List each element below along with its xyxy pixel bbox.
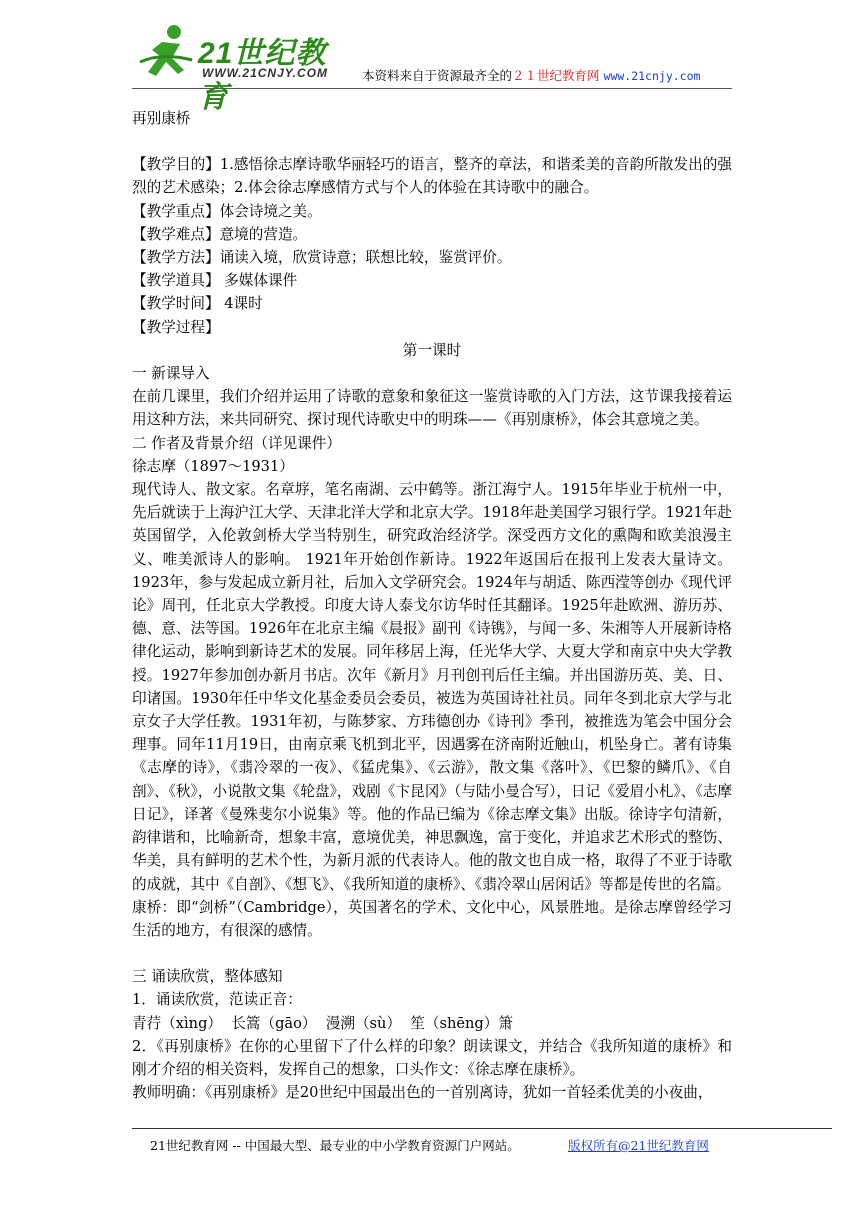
body-heading-reading: 三 诵读欣赏，整体感知 bbox=[132, 968, 283, 986]
source-prefix: 本资料来自于资源最齐全的 bbox=[362, 68, 513, 83]
footer-text: 21世纪教育网 -- 中国最大型、最专业的中小学教育资源门户网站。 bbox=[150, 1138, 520, 1153]
logo-url: WWW.21CNJY.COM bbox=[202, 66, 329, 80]
body-item: 2．《再别康桥》在你的心里留下了什么样的印象？朗读课文，并结合《我所知道的康桥》和刚才介绍的相关资料，发挥自己的想象，口头作文：《徐志摩在康桥》。 bbox=[132, 1037, 732, 1078]
body-author-name: 徐志摩（1897～1931） bbox=[132, 457, 294, 475]
body-paragraph: 康桥：即“剑桥”（Cambridge），英国著名的学术、文化中心，风景胜地。是徐志摩曾经学习生活的地方，有很深的感情。 bbox=[132, 898, 732, 939]
paragraph-teaching-goal: 【教学目的】1.感悟徐志摩诗歌华丽轻巧的语言，整齐的章法，和谐柔美的音韵所散发出的强烈的艺术感染；2.体会徐志摩感情方式与个人的体验在其诗歌中的融合。 bbox=[132, 156, 732, 197]
copyright-link[interactable]: 版权所有@21世纪教育网 bbox=[568, 1138, 709, 1153]
body-paragraph: 在前几课里，我们介绍并运用了诗歌的意象和象征这一鉴赏诗歌的入门方法，这节课我接着运用这种方法，来共同研究、探讨现代诗歌史中的明珠——《再别康桥》，体会其意境之美。 bbox=[132, 388, 732, 429]
paragraph-difficulty: 【教学难点】意境的营造。 bbox=[132, 225, 308, 243]
runner-logo-icon bbox=[132, 22, 202, 88]
source-site-link[interactable]: ２１世纪教育网 bbox=[512, 68, 600, 83]
site-logo[interactable] bbox=[132, 22, 342, 114]
logo-text: 21世纪教育 bbox=[198, 37, 327, 114]
source-url-link[interactable]: www.21cnjy.com bbox=[603, 69, 701, 83]
paragraph-tools: 【教学道具】 多媒体课件 bbox=[132, 272, 298, 290]
section-heading: 第一课时 bbox=[402, 341, 462, 359]
body-paragraph: 教师明确：《再别康桥》是20世纪中国最出色的一首别离诗，犹如一首轻柔优美的小夜曲， bbox=[132, 1084, 713, 1102]
page-footer bbox=[150, 1136, 709, 1154]
footer-divider bbox=[132, 1128, 832, 1129]
document-title: 再别康桥 bbox=[132, 110, 191, 127]
body-heading-intro: 一 新课导入 bbox=[132, 365, 210, 383]
page-header bbox=[0, 0, 860, 114]
body-heading-author: 二 作者及背景介绍（详见课件） bbox=[132, 434, 341, 452]
body-paragraph: 现代诗人、散文家。名章垿，笔名南湖、云中鹤等。浙江海宁人。1915年毕业于杭州一中，先后就读于上海沪江大学、天津北洋大学和北京大学。1918年赴美国学习银行学。1921年赴英国留学，入伦敦剑桥大学当特别生，研究政治经济学。深受西方文化的熏陶和欧美浪漫主义、唯美派诗人的影响。 1921年开始创作新诗。1922年返国后在报刊上发表大量诗文。1923年，参与发起成立新月社，后加入文学研究会。1924年与胡适、陈西滢等创办《现代评论》周刊，任北京大学教授。印度大诗人泰戈尔访华时任其翻译。1925年赴欧洲、游历苏、德、意、法等国。1926年在北京主编《晨报》副刊《诗镌》，与闻一多、朱湘等人开展新诗格律化运动，影响到新诗艺术的发展。同年移居上海，任光华大学、大夏大学和南京中央大学教授。1927年参加创办新月书店。次年《新月》月刊创刊后任主编。并出国游历英、美、日、印诸国。1930年任中华文化基金委员会委员，被选为英国诗社社员。同年冬到北京大学与北京女子大学任教。1931年初，与陈梦家、方玮德创办《诗刊》季刊，被推选为笔会中国分会理事。同年11月19日，由南京乘飞机到北平，因遇雾在济南附近触山，机坠身亡。著有诗集《志摩的诗》，《翡冷翠的一夜》、《猛虎集》、《云游》，散文集《落叶》、《巴黎的鳞爪》、《自剖》、《秋》，小说散文集《轮盘》，戏剧《卞昆冈》（与陆小曼合写），日记《爱眉小札》、《志摩日记》，译著《曼殊斐尔小说集》等。他的作品已编为《徐志摩文集》出版。徐诗字句清新，韵律谐和，比喻新奇，想象丰富，意境优美，神思飘逸，富于变化，并追求艺术形式的整饬、华美，具有鲜明的艺术个性，为新月派的代表诗人。他的散文也自成一格，取得了不亚于诗歌的成就，其中《自剖》、《想飞》、《我所知道的康桥》、《翡冷翠山居闲话》等都是传世的名篇。 bbox=[132, 481, 732, 893]
body-pinyin-line: 青荇（xìng） 长篙（gāo） 漫溯（sù） 笙（shēng）箫 bbox=[132, 1014, 513, 1032]
paragraph-process: 【教学过程】 bbox=[132, 318, 220, 336]
paragraph-method: 【教学方法】诵读入境，欣赏诗意；联想比较，鉴赏评价。 bbox=[132, 249, 512, 267]
paragraph-time: 【教学时间】 4课时 bbox=[132, 295, 263, 313]
document-body bbox=[132, 107, 732, 1104]
body-item: 1．诵读欣赏，范读正音： bbox=[132, 991, 302, 1009]
paragraph-key-point: 【教学重点】体会诗境之美。 bbox=[132, 202, 322, 220]
source-note bbox=[362, 66, 700, 84]
header-divider bbox=[132, 88, 732, 89]
